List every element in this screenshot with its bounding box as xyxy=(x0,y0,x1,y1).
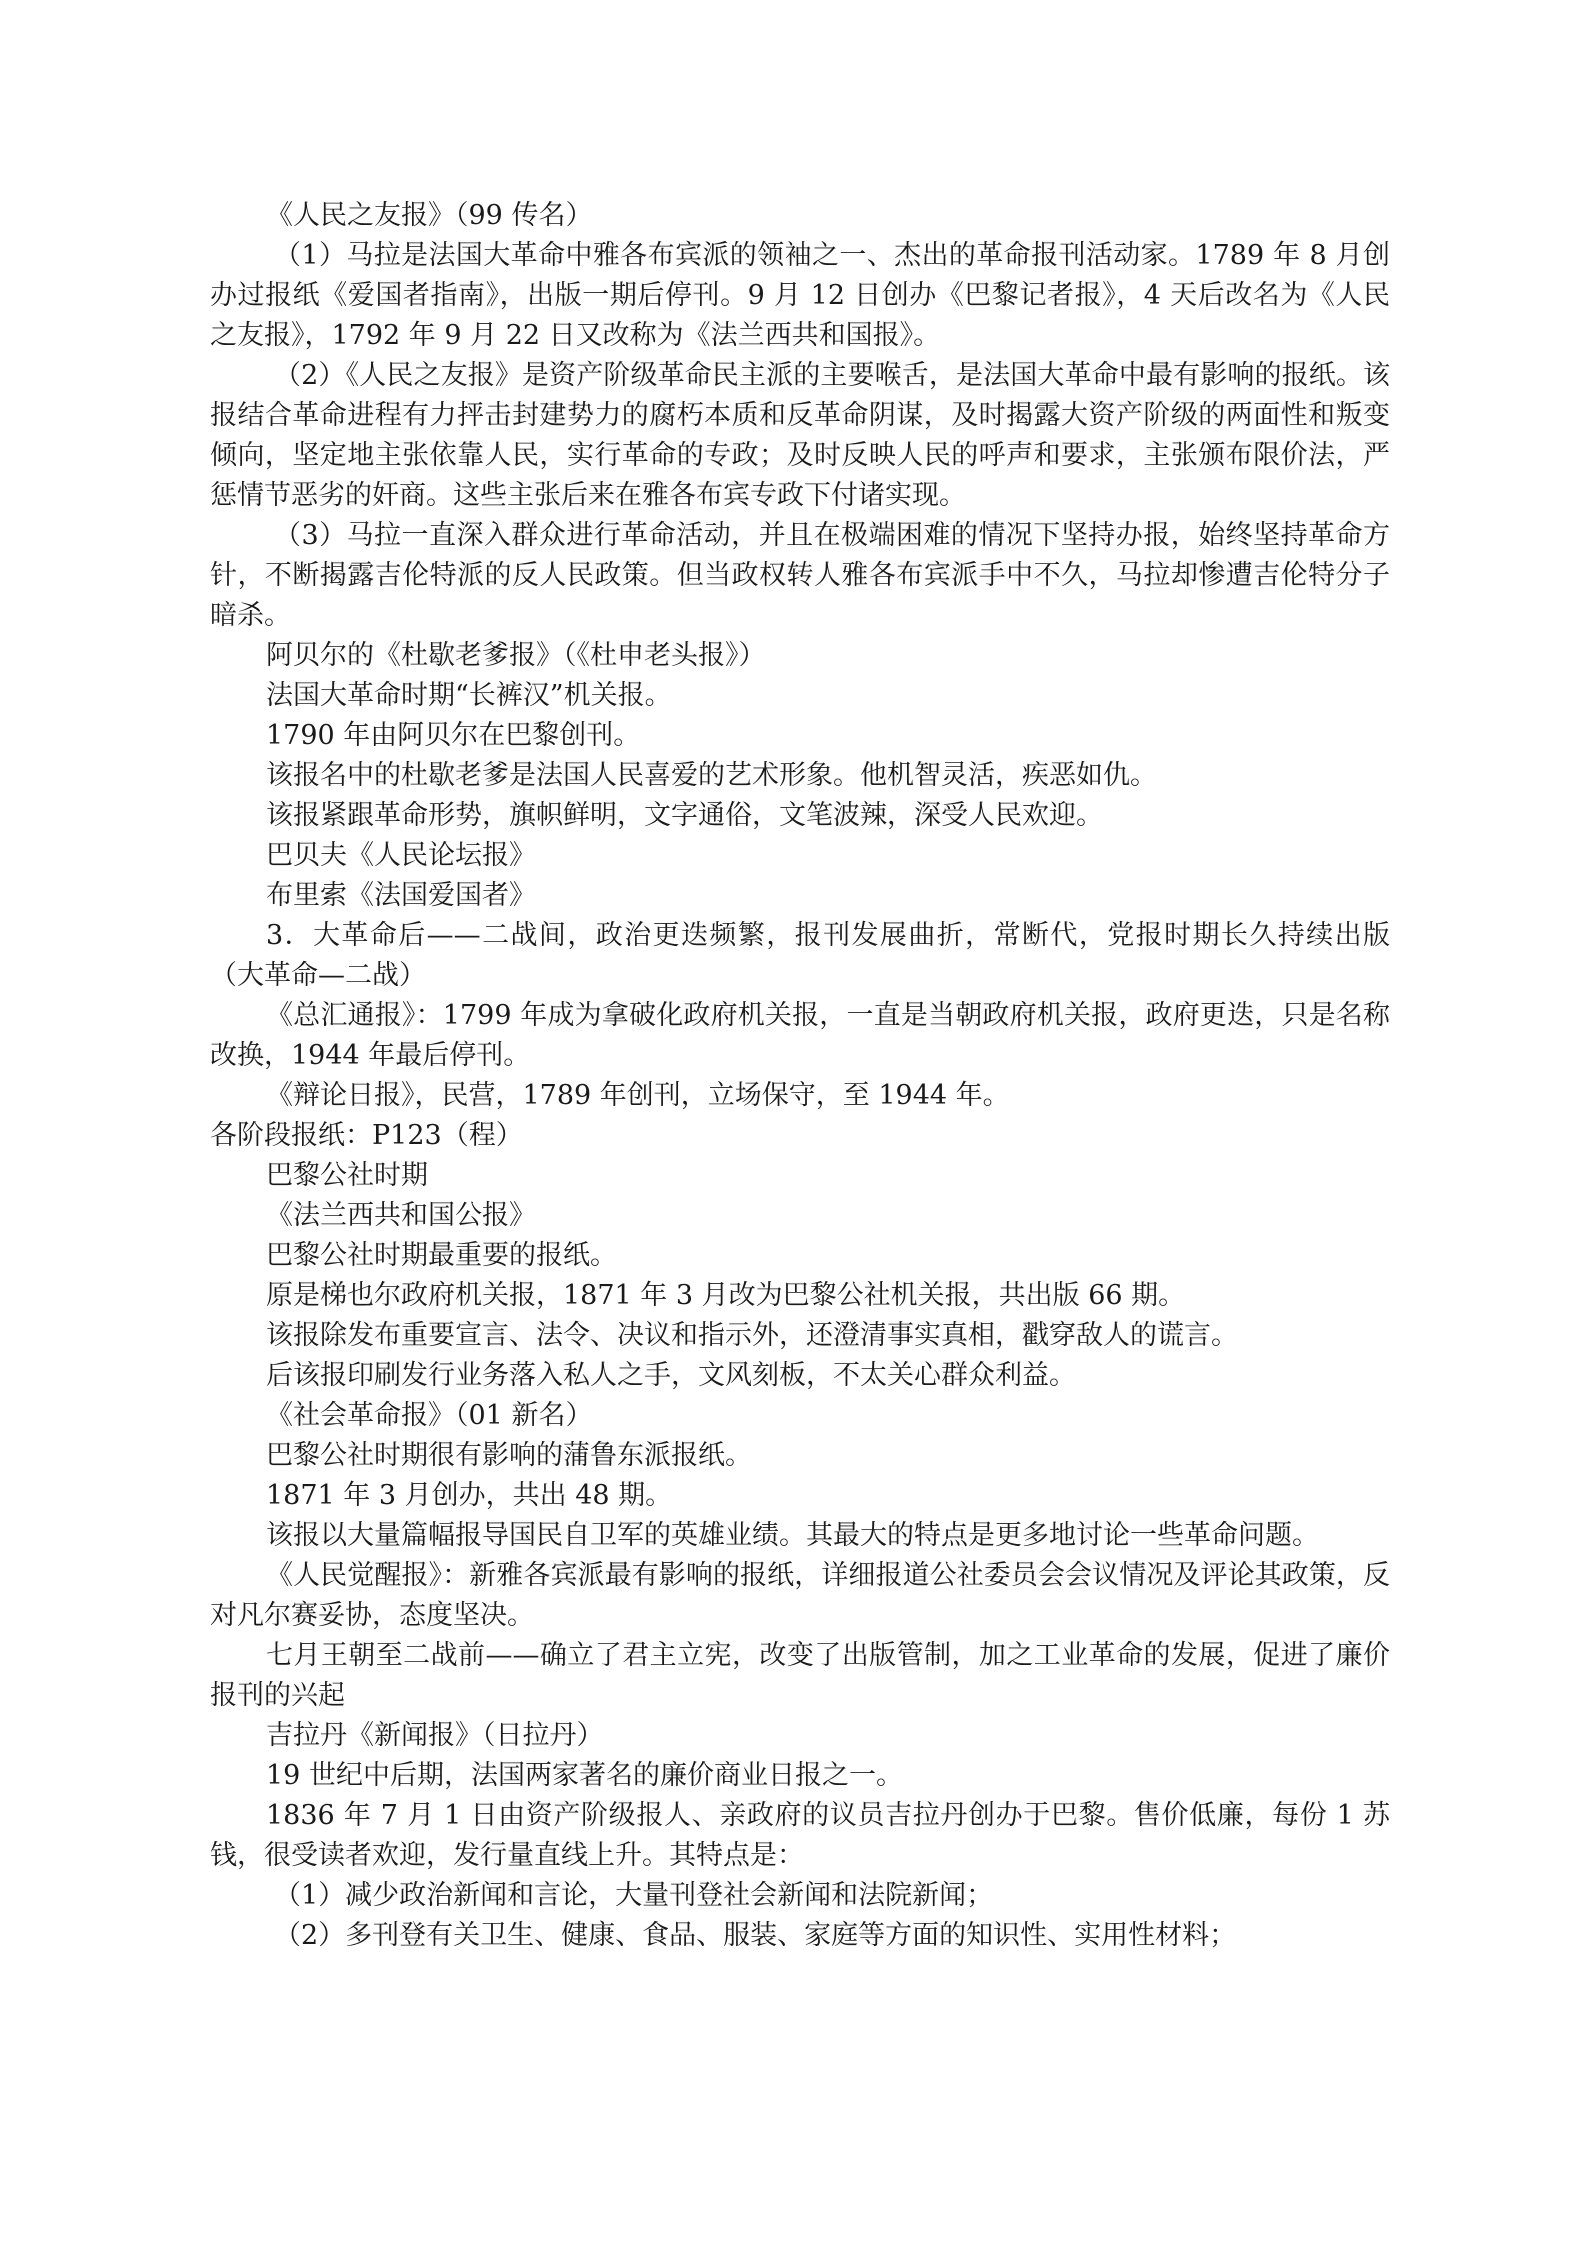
paragraph: 原是梯也尔政府机关报，1871 年 3 月改为巴黎公社机关报，共出版 66 期。 xyxy=(266,1280,1186,1311)
paragraph: 《法兰西共和国公报》 xyxy=(266,1200,536,1231)
paragraph: （2）《人民之友报》是资产阶级革命民主派的主要喉舌，是法国大革命中最有影响的报纸。该报结合革命进程有力抨击封建势力的腐朽本质和反革命阴谋，及时揭露大资产阶级的两面性和叛变倾向，坚定地主张依靠人民，实行革命的专政；及时反映人民的呼声和要求，主张颁布限价法，严惩情节恶劣的奸商。这些主张后来在雅各布宾专政下付诸实现。 xyxy=(210,360,1390,511)
paragraph: （2）多刊登有关卫生、健康、食品、服装、家庭等方面的知识性、实用性材料； xyxy=(274,1920,1237,1951)
paragraph: 3．大革命后——二战间，政治更迭频繁，报刊发展曲折，常断代，党报时期长久持续出版（大革命—二战） xyxy=(210,920,1390,991)
paragraph: 该报名中的杜歇老爹是法国人民喜爱的艺术形象。他机智灵活，疾恶如仇。 xyxy=(266,760,1157,791)
paragraph: 该报除发布重要宣言、法令、决议和指示外，还澄清事实真相，戳穿敌人的谎言。 xyxy=(266,1320,1238,1351)
paragraph: 《人民之友报》（99 传名） xyxy=(266,200,593,231)
paragraph: 阿贝尔的《杜歇老爹报》（《杜申老头报》） xyxy=(266,640,766,671)
paragraph: 该报紧跟革命形势，旗帜鲜明，文字通俗，文笔波辣，深受人民欢迎。 xyxy=(266,800,1103,831)
paragraph: 1836 年 7 月 1 日由资产阶级报人、亲政府的议员吉拉丹创办于巴黎。售价低廉，每份 1 苏钱，很受读者欢迎，发行量直线上升。其特点是： xyxy=(210,1800,1390,1871)
paragraph: （1）马拉是法国大革命中雅各布宾派的领袖之一、杰出的革命报刊活动家。1789 年 8 月创办过报纸《爱国者指南》，出版一期后停刊。9 月 12 日创办《巴黎记者报》，4 天后改名为《人民之友报》，1792 年 9 月 22 日又改称为《法兰西共和国报》。 xyxy=(210,240,1390,351)
paragraph: 巴黎公社时期最重要的报纸。 xyxy=(266,1240,617,1271)
document-body xyxy=(210,196,1390,1956)
paragraph: 《辩论日报》，民营，1789 年创刊，立场保守，至 1944 年。 xyxy=(266,1080,1010,1111)
paragraph: （1）减少政治新闻和言论，大量刊登社会新闻和法院新闻； xyxy=(274,1880,994,1911)
paragraph: 《社会革命报》（01 新名） xyxy=(266,1400,593,1431)
paragraph: 吉拉丹《新闻报》（日拉丹） xyxy=(266,1720,604,1751)
paragraph: 巴贝夫《人民论坛报》 xyxy=(266,840,536,871)
paragraph: 布里索《法国爱国者》 xyxy=(266,880,536,911)
paragraph: 19 世纪中后期，法国两家著名的廉价商业日报之一。 xyxy=(266,1760,903,1791)
paragraph: 该报以大量篇幅报导国民自卫军的英雄业绩。其最大的特点是更多地讨论一些革命问题。 xyxy=(266,1520,1319,1551)
paragraph: 巴黎公社时期 xyxy=(266,1160,428,1191)
paragraph: 法国大革命时期“长裤汉”机关报。 xyxy=(266,680,672,711)
paragraph: 1790 年由阿贝尔在巴黎创刊。 xyxy=(266,720,641,751)
paragraph: 《人民觉醒报》：新雅各宾派最有影响的报纸，详细报道公社委员会会议情况及评论其政策，反对凡尔赛妥协，态度坚决。 xyxy=(210,1560,1390,1631)
paragraph: 1871 年 3 月创办，共出 48 期。 xyxy=(266,1480,673,1511)
paragraph: （3）马拉一直深入群众进行革命活动，并且在极端困难的情况下坚持办报，始终坚持革命方针，不断揭露吉伦特派的反人民政策。但当政权转人雅各布宾派手中不久，马拉却惨遭吉伦特分子暗杀。 xyxy=(210,520,1390,631)
section-heading: 各阶段报纸：P123（程） xyxy=(210,1120,523,1151)
paragraph: 七月王朝至二战前——确立了君主立宪，改变了出版管制，加之工业革命的发展，促进了廉价报刊的兴起 xyxy=(210,1640,1390,1711)
paragraph: 巴黎公社时期很有影响的蒲鲁东派报纸。 xyxy=(266,1440,752,1471)
paragraph: 后该报印刷发行业务落入私人之手，文风刻板，不太关心群众利益。 xyxy=(266,1360,1076,1391)
paragraph: 《总汇通报》：1799 年成为拿破化政府机关报，一直是当朝政府机关报，政府更迭，只是名称改换，1944 年最后停刊。 xyxy=(210,1000,1390,1071)
